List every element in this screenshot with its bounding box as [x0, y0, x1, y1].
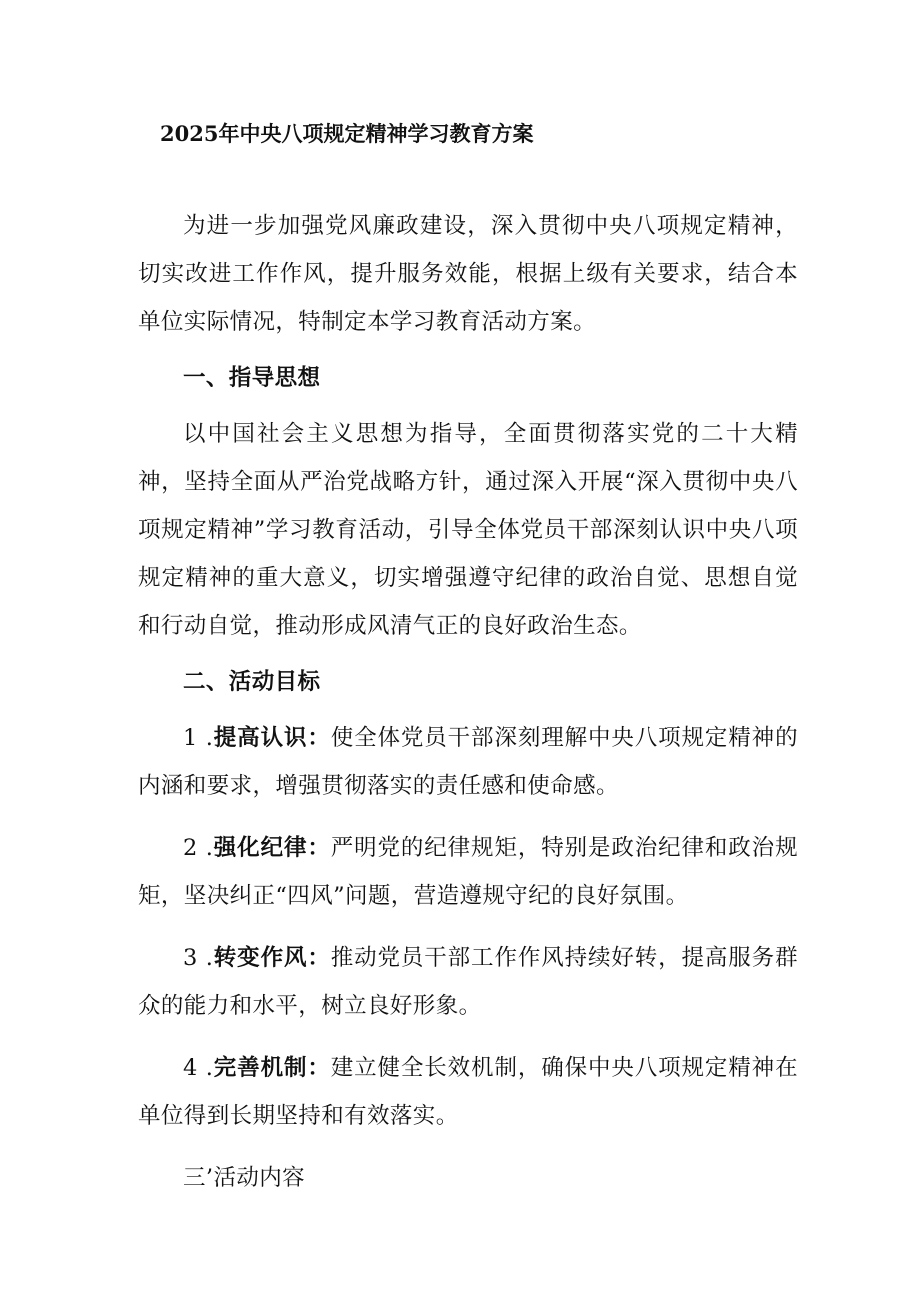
goal-item-key: 提高认识：: [213, 725, 331, 751]
goal-item-text: 推动党员干部工作作风持续好转，提高服务群众的能力和水平，树立良好形象。: [138, 945, 798, 1019]
goal-item-number: 1 .: [183, 725, 214, 751]
goal-item-2: [138, 824, 798, 920]
goal-item-key: 转变作风：: [213, 945, 331, 971]
goal-item-text: 严明党的纪律规矩，特别是政治纪律和政治规矩，坚决纠正“四风”问题，营造遵规守纪的良好氛围。: [138, 835, 798, 909]
goal-item-number: 3 .: [183, 945, 214, 971]
goal-item-key: 强化纪律：: [213, 835, 331, 861]
document-body: [138, 202, 798, 1202]
section-1-heading: 一、指导思想: [183, 365, 321, 391]
goal-item-number: 4 .: [183, 1055, 214, 1081]
section-1-paragraph: 以中国社会主义思想为指导，全面贯彻落实党的二十大精神，坚持全面从严治党战略方针，通过深入开展“深入贯彻中央八项规定精神”学习教育活动，引导全体党员干部深刻认识中央八项规定精神的重大意义，切实增强遵守纪律的政治自觉、思想自觉和行动自觉，推动形成风清气正的良好政治生态。: [138, 421, 798, 639]
goal-item-text: 使全体党员干部深刻理解中央八项规定精神的内涵和要求，增强贯彻落实的责任感和使命感。: [138, 725, 798, 799]
intro-paragraph: 为进一步加强党风廉政建设，深入贯彻中央八项规定精神，切实改进工作作风，提升服务效能，根据上级有关要求，结合本单位实际情况，特制定本学习教育活动方案。: [138, 213, 798, 335]
goal-item-text: 建立健全长效机制，确保中央八项规定精神在单位得到长期坚持和有效落实。: [138, 1055, 798, 1129]
goal-item-1: [138, 714, 798, 810]
section-2-heading: 二、活动目标: [183, 669, 321, 695]
goal-item-3: [138, 934, 798, 1030]
document-title: 2025年中央八项规定精神学习教育方案: [160, 121, 534, 146]
goal-item-key: 完善机制：: [213, 1055, 331, 1081]
goal-item-number: 2 .: [183, 835, 214, 861]
section-3-heading: 三’活动内容: [183, 1165, 306, 1191]
goal-item-4: [138, 1044, 798, 1140]
